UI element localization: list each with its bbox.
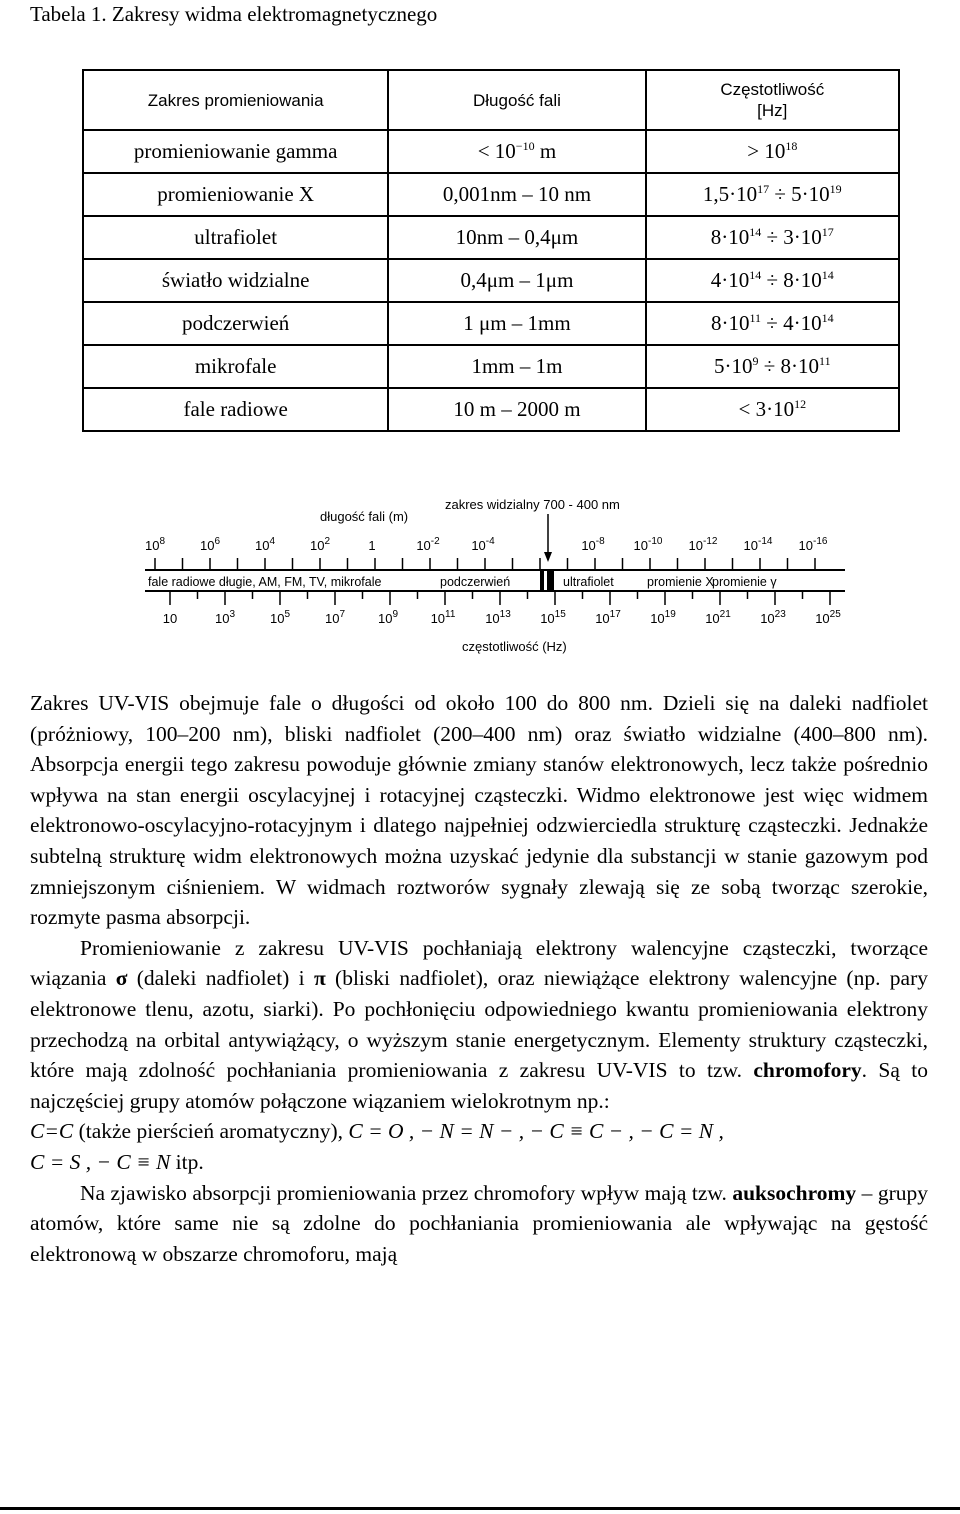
frequency-cell: > $10^{18}$	[646, 130, 899, 173]
frequency-tick-label: $10^7$	[324, 609, 346, 626]
pi-symbol: π	[313, 966, 326, 991]
wavelength-tick-label: $10^{-10}$	[633, 536, 663, 553]
wavelength-ticks	[145, 536, 828, 570]
wavelength-axis-label: długość fali (m)	[320, 509, 409, 524]
formula-line-2: C = S , − C ≡ N itp.	[30, 1149, 204, 1174]
sigma-symbol: σ	[115, 966, 128, 991]
wavelength-cell: 0,001nm – 10 nm	[388, 173, 645, 216]
table-caption: Tabela 1. Zakresy widma elektromagnetycznego	[30, 2, 438, 26]
frequency-cell: $8\cdot 10^{14} \div 3\cdot 10^{17}$	[646, 216, 899, 259]
wavelength-tick-label: $10^{-12}$	[688, 536, 718, 553]
header-range: Zakres promieniowania	[83, 70, 388, 130]
wavelength-tick-label: $10^4$	[254, 536, 276, 553]
wavelength-tick-label: $10^{-2}$	[416, 536, 440, 553]
table-row	[83, 345, 899, 388]
range-name-cell: promieniowanie gamma	[83, 130, 388, 173]
frequency-tick-label: $10^5$	[269, 609, 291, 626]
frequency-tick-label: $10^{17}$	[595, 609, 621, 626]
band-ultraviolet: ultrafiolet	[563, 575, 614, 589]
wavelength-tick-label: $10^6$	[199, 536, 221, 553]
range-name-cell: fale radiowe	[83, 388, 388, 431]
range-name-cell: podczerwień	[83, 302, 388, 345]
header-wavelength: Długość fali	[388, 70, 645, 130]
paragraph-1: Zakres UV-VIS obejmuje fale o długości od około 100 do 800 nm. Dzieli się na daleki nadfiolet (próżniowy, 100–200 nm), bliski nadfiolet (200–400 nm) oraz światło widzialne (400–800 nm). Absorpcja energii tego zakresu powoduje głównie zmiany stanów elektronowych, lecz także pośrednio wpływa na stan energii oscylacyjnej i rotacyjnej cząsteczki. Widmo elektronowe jest więc widmem elektronowo-oscylacyjno-rotacyjnym i dlatego najpełniej odzwierciedla strukturę cząsteczki. Jednakże subtelną strukturę widm elektronowych można uzyskać jedynie dla substancji w stanie gazowym pod zmniejszonym ciśnieniem. W widmach roztworów sygnały zlewają się ze sobą tworząc szerokie, rozmyte pasma absorpcji.	[30, 691, 928, 930]
spectrum-table	[82, 69, 900, 432]
table-row	[83, 302, 899, 345]
wavelength-tick-label: $10^2$	[309, 536, 331, 553]
body-text	[30, 688, 928, 1269]
range-name-cell: mikrofale	[83, 345, 388, 388]
frequency-tick-label: $10^{19}$	[650, 609, 676, 626]
range-name-cell: światło widzialne	[83, 259, 388, 302]
wavelength-cell: 10nm – 0,4μm	[388, 216, 645, 259]
wavelength-tick-label: 1	[368, 538, 376, 553]
frequency-axis-label: częstotliwość (Hz)	[462, 639, 567, 654]
frequency-tick-label: $10^{13}$	[485, 609, 511, 626]
range-name-cell: ultrafiolet	[83, 216, 388, 259]
wavelength-cell: < $10^{-10}$ m	[388, 130, 645, 173]
frequency-tick-label: $10^{23}$	[760, 609, 786, 626]
wavelength-tick-label: $10^{-4}$	[471, 536, 495, 553]
table-row	[83, 173, 899, 216]
paragraph-2: Promieniowanie z zakresu UV-VIS pochłaniają elektrony walencyjne cząsteczki, tworzące wiązania σ (daleki nadfiolet) i π (bliski nadfiolet), oraz niewiążące elektrony walencyjne (np. pary elektronowe tlenu, azotu, siarki). Po pochłonięciu odpowiedniego kwantu promieniowania elektrony przechodzą na orbital antywiążący, o wyższym stanie energetycznym. Elementy struktury cząsteczki, które mają zdolność pochłaniania promieniowania z zakresu UV-VIS to tzw. chromofory. Są to najczęściej grupy atomów połączone wiązaniem wielokrotnym np.:	[30, 935, 928, 1113]
band-radio: fale radiowe długie, AM, FM, TV, mikrofale	[148, 575, 382, 589]
band-xray: promienie X	[647, 575, 714, 589]
frequency-cell: $4\cdot 10^{14} \div 8\cdot 10^{14}$	[646, 259, 899, 302]
wavelength-tick-label: $10^{-14}$	[743, 536, 773, 553]
wavelength-cell: 1 μm – 1mm	[388, 302, 645, 345]
wavelength-tick-label: $10^{-16}$	[798, 536, 828, 553]
frequency-tick-label: $10^{15}$	[540, 609, 566, 626]
wavelength-tick-label: $10^8$	[144, 536, 166, 553]
paragraph-3: Na zjawisko absorpcji promieniowania przez chromofory wpływ mają tzw. auksochromy – grupy atomów, które same nie są zdolne do pochłaniania promieniowania ale wpływając na gęstość elektronową w obszarze chromoforu, mają	[30, 1180, 928, 1266]
frequency-tick-label: $10^{21}$	[705, 609, 731, 626]
frequency-cell: $5\cdot 10^9 \div 8\cdot 10^{11}$	[646, 345, 899, 388]
frequency-tick-label: $10^{11}$	[430, 609, 456, 626]
frequency-cell: $1,5\cdot 10^{17} \div 5\cdot 10^{19}$	[646, 173, 899, 216]
table-row	[83, 259, 899, 302]
auksochromy-term: auksochromy	[732, 1180, 857, 1205]
frequency-cell: < $3\cdot 10^{12}$	[646, 388, 899, 431]
band-infrared: podczerwień	[440, 575, 511, 589]
bottom-rule	[0, 1507, 960, 1510]
range-name-cell: promieniowanie X	[83, 173, 388, 216]
wavelength-cell: 10 m – 2000 m	[388, 388, 645, 431]
table-row	[83, 216, 899, 259]
table-row	[83, 130, 899, 173]
frequency-tick-label: 10	[162, 611, 178, 626]
frequency-cell: $8\cdot 10^{11} \div 4\cdot 10^{14}$	[646, 302, 899, 345]
wavelength-cell: 0,4μm – 1μm	[388, 259, 645, 302]
wavelength-tick-label: $10^{-8}$	[581, 536, 605, 553]
frequency-ticks	[163, 591, 841, 626]
chromofory-term: chromofory	[753, 1058, 862, 1083]
frequency-tick-label: $10^3$	[214, 609, 236, 626]
frequency-tick-label: $10^9$	[377, 609, 399, 626]
band-gamma: promienie γ	[712, 575, 777, 589]
visible-range-label: zakres widzialny 700 - 400 nm	[445, 497, 620, 512]
spectrum-diagram	[0, 490, 960, 670]
frequency-tick-label: $10^{25}$	[815, 609, 841, 626]
visible-arrow-head	[544, 552, 552, 562]
table-header-row	[83, 70, 899, 130]
table-row	[83, 388, 899, 431]
wavelength-cell: 1mm – 1m	[388, 345, 645, 388]
formula-line-1: C=C (także pierścień aromatyczny), C = O , − N = N − , − C ≡ C − , − C = N ,	[30, 1119, 724, 1144]
header-frequency: Częstotliwość [Hz]	[646, 70, 899, 130]
